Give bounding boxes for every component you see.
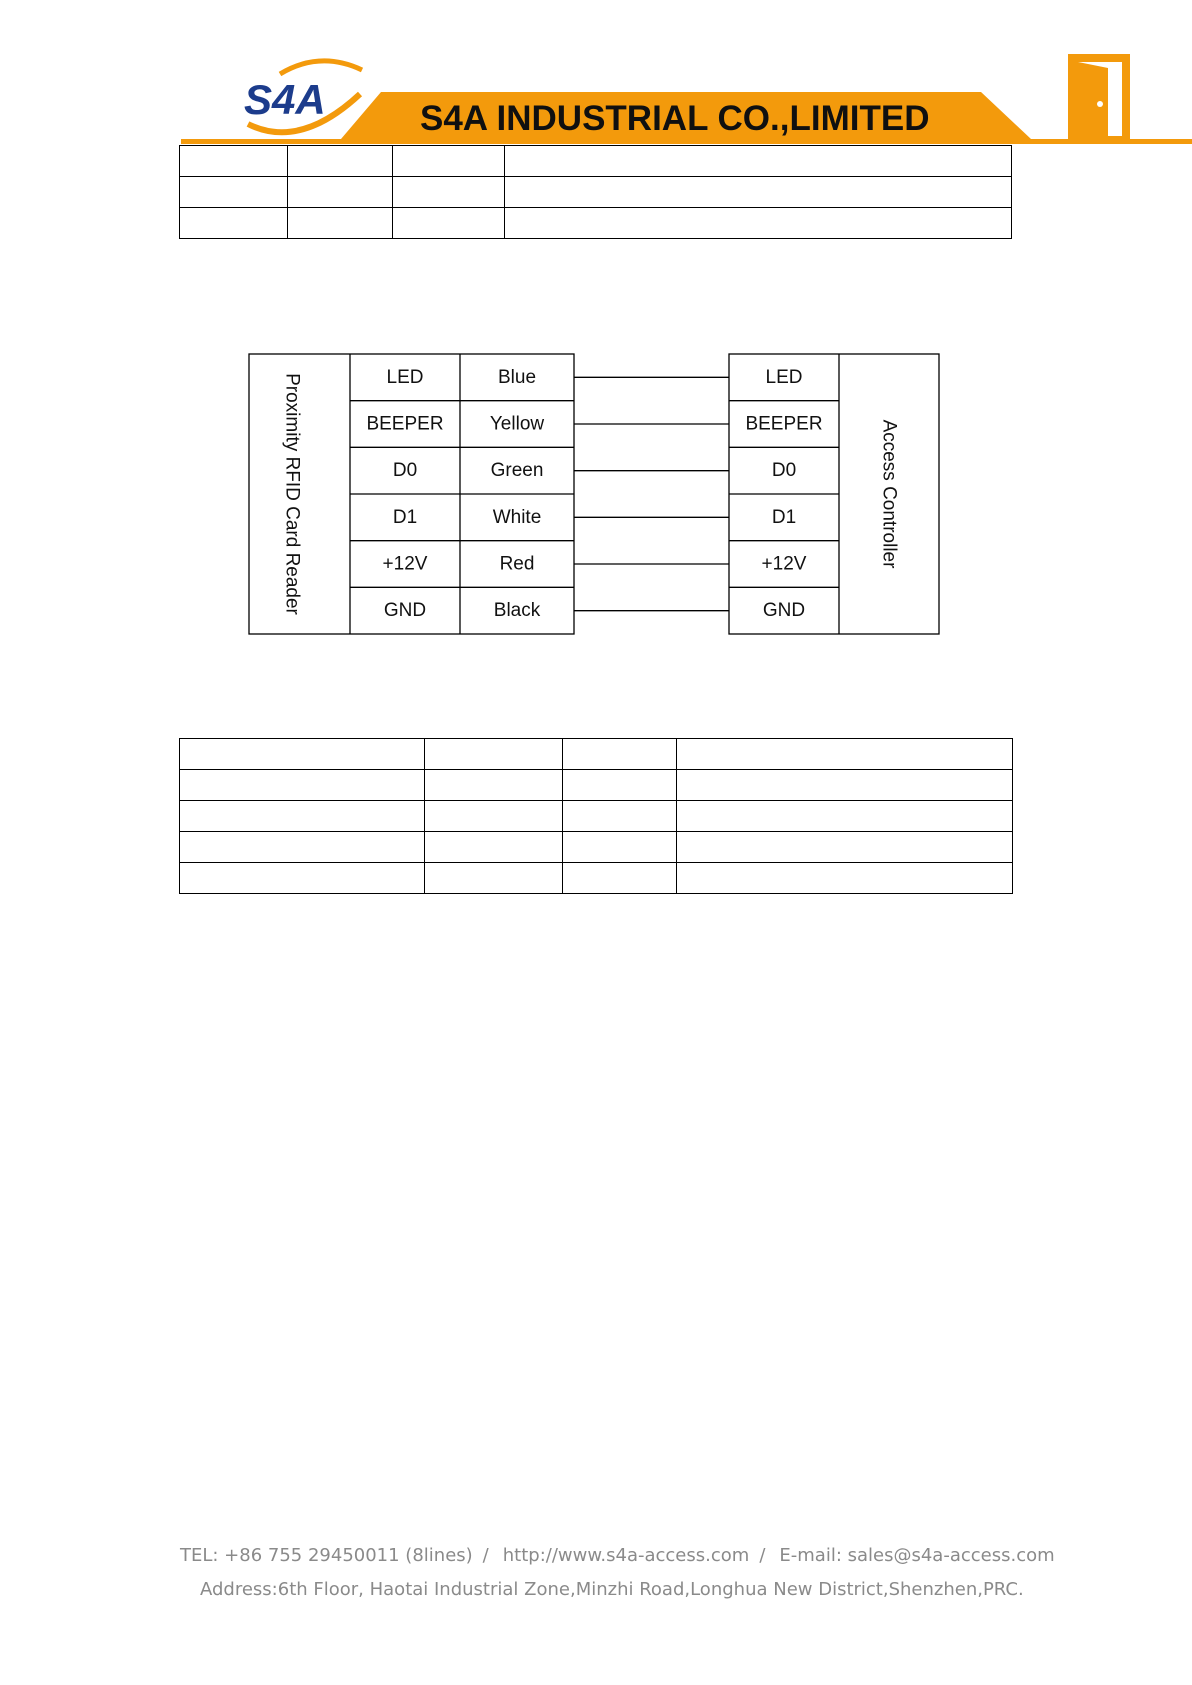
reader-signal-label: +12V (382, 553, 428, 575)
table-cell (677, 770, 1013, 801)
reader-signal-label: BEEPER (366, 413, 444, 435)
table-cell (392, 177, 504, 208)
spec-table-bottom (179, 738, 1013, 894)
footer-separator: / (759, 1545, 766, 1566)
table-cell (287, 208, 392, 239)
table-cell (180, 801, 425, 832)
wire-color-label: Yellow (489, 413, 545, 435)
reader-label: Proximity RFID Card Reader (281, 373, 303, 615)
table-row (180, 208, 1012, 239)
table-cell (677, 739, 1013, 770)
table-row (180, 832, 1013, 863)
table-cell (180, 208, 288, 239)
footer-website-link[interactable]: http://www.s4a-access.com (502, 1545, 750, 1566)
table-cell (424, 739, 562, 770)
table-cell (562, 832, 677, 863)
table-row (180, 770, 1013, 801)
spec-table-top (179, 145, 1012, 239)
reader-signal-label: D0 (392, 460, 418, 482)
table-cell (180, 739, 425, 770)
table-cell (180, 832, 425, 863)
table-cell (504, 177, 1011, 208)
table-cell (180, 863, 425, 894)
table-cell (392, 146, 504, 177)
table-cell (677, 863, 1013, 894)
table-row (180, 146, 1012, 177)
wire-color-label: White (492, 506, 542, 528)
door-icon (1068, 54, 1130, 142)
reader-signal-label: D1 (392, 506, 418, 528)
table-row (180, 177, 1012, 208)
table-cell (677, 832, 1013, 863)
table-cell (424, 801, 562, 832)
reader-signal-label: LED (386, 366, 424, 388)
wire-color-label: Blue (497, 366, 537, 388)
company-name: S4A INDUSTRIAL CO.,LIMITED (420, 99, 930, 138)
table-cell (287, 146, 392, 177)
table-cell (677, 801, 1013, 832)
controller-terminal-label: D1 (771, 506, 797, 528)
table-cell (504, 146, 1011, 177)
controller-label: Access Controller (878, 419, 900, 569)
footer-tel: TEL: +86 755 29450011 (8lines) (180, 1545, 473, 1566)
reader-signal-label: GND (383, 600, 427, 622)
controller-terminal-label: GND (762, 600, 806, 622)
table-cell (180, 177, 288, 208)
controller-terminal-label: LED (765, 366, 803, 388)
footer-address: Address:6th Floor, Haotai Industrial Zone,Minzhi Road,Longhua New District,Shenzhen,PRC. (200, 1579, 1024, 1600)
table-cell (562, 770, 677, 801)
controller-terminal-label: +12V (761, 553, 807, 575)
table-cell (504, 208, 1011, 239)
controller-terminal-label: D0 (771, 460, 797, 482)
wiring-diagram (240, 350, 950, 640)
wire-color-label: Red (499, 553, 535, 575)
table-row (180, 801, 1013, 832)
table-cell (424, 832, 562, 863)
table-cell (287, 177, 392, 208)
footer-contact-line (180, 1544, 1055, 1568)
table-row (180, 863, 1013, 894)
table-cell (562, 801, 677, 832)
table-cell (424, 863, 562, 894)
wire-color-label: Green (490, 460, 544, 482)
table-cell (562, 863, 677, 894)
footer-separator: / (482, 1545, 489, 1566)
logo-text: S4A (244, 76, 326, 123)
table-cell (392, 208, 504, 239)
table-cell (562, 739, 677, 770)
table-cell (180, 146, 288, 177)
controller-terminal-label: BEEPER (745, 413, 823, 435)
table-cell (180, 770, 425, 801)
table-cell (424, 770, 562, 801)
footer-email-link[interactable]: E-mail: sales@s4a-access.com (779, 1545, 1055, 1566)
table-row (180, 739, 1013, 770)
wire-color-label: Black (493, 600, 541, 622)
